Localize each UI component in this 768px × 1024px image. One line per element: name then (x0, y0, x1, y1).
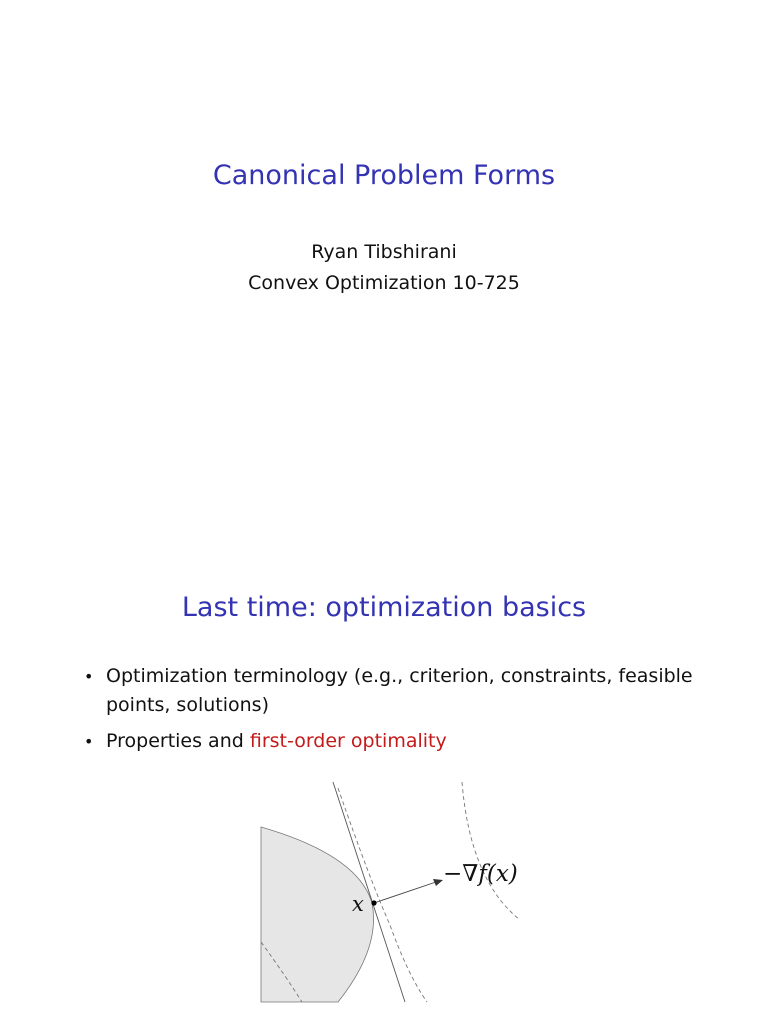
course-name: Convex Optimization 10-725 (248, 272, 520, 294)
arrow-head-icon (433, 879, 443, 886)
point-label: x (352, 892, 364, 916)
slide-title-2: Last time: optimization basics (181, 592, 587, 623)
level-curve (462, 782, 520, 920)
bullet-list (84, 662, 724, 763)
bullet-item (84, 662, 724, 720)
gradient-label: −∇f(x) (443, 861, 518, 887)
optimality-figure (230, 770, 560, 1010)
bullet-text: Optimization terminology (e.g., criterion, constraints, feasible points, solutions) (106, 665, 693, 716)
slide-title: Canonical Problem Forms (212, 160, 556, 191)
gradient-arrow (374, 882, 436, 903)
bullet-item (84, 727, 724, 756)
bullet-text: Properties and (106, 730, 250, 752)
point-marker (371, 900, 376, 905)
highlight-text: first-order optimality (249, 730, 447, 752)
bullet-icon: • (84, 732, 94, 751)
author-name: Ryan Tibshirani (311, 241, 457, 263)
bullet-icon: • (84, 667, 94, 686)
